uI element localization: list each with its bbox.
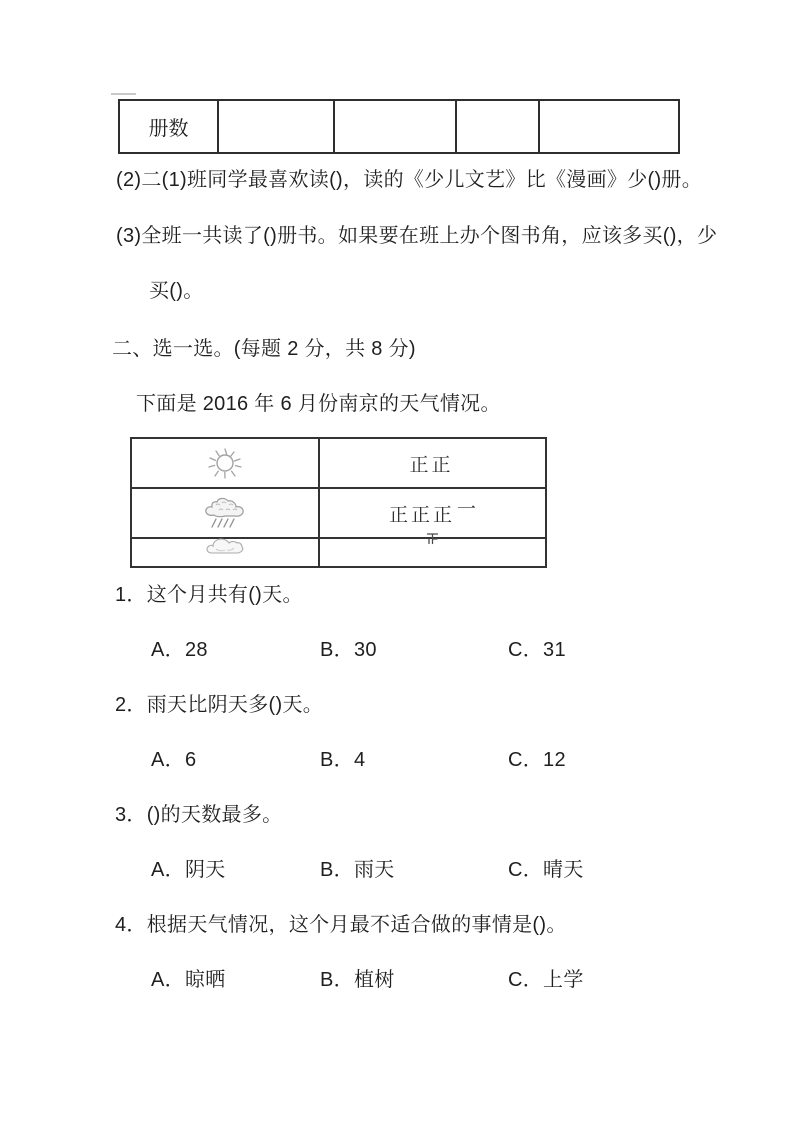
option-b: B．30 [320,639,377,661]
books-table-empty-cell [333,101,455,152]
question-1-options [0,633,793,659]
books-table-empty-cell [217,101,333,152]
books-table-header-cell: 册数 [148,118,189,140]
fill-question-3-line2: 买()。 [149,280,204,302]
section-two-heading: 二、选一选。(每题 2 分，共 8 分) [112,338,416,360]
weather-row-sunny [132,439,545,487]
question-1-stem: 1．这个月共有()天。 [115,584,303,606]
tally-marks: 正正正 [388,503,455,526]
weather-icon-cell [132,489,320,537]
rainy-icon [202,492,248,530]
question-3-options [0,853,793,879]
question-4-options [0,963,793,989]
books-table-empty-cell [455,101,538,152]
fill-question-2: (2)二(1)班同学最喜欢读()，读的《少儿文艺》比《漫画》少()册。 [116,169,703,191]
option-b: B．雨天 [320,859,395,881]
question-4-stem: 4．根据天气情况，这个月最不适合做的事情是()。 [115,914,567,936]
weather-tally-table [130,437,547,568]
option-c: C．上学 [508,969,584,991]
option-c: C．晴天 [508,859,584,881]
books-table-empty-cell [538,101,678,152]
tally-four-strokes-icon [426,532,439,545]
weather-row-cloudy [132,537,545,566]
option-a: A．28 [151,639,208,661]
tally-extra-stroke: 一 [457,497,477,520]
tally-cell-sunny [320,439,545,487]
sunny-icon [204,445,246,481]
weather-row-rainy [132,487,545,537]
option-a: A．晾晒 [151,969,226,991]
weather-icon-cell [132,439,320,487]
question-2-stem: 2．雨天比阴天多()天。 [115,694,324,716]
option-a: A．阴天 [151,859,226,881]
tally-marks: 正正 [409,453,454,476]
weather-intro-text: 下面是 2016 年 6 月份南京的天气情况。 [136,393,501,415]
fill-question-3-line1: (3)全班一共读了()册书。如果要在班上办个图书角，应该多买()，少 [116,225,718,247]
page-crop-line-fragment [111,93,136,95]
cloudy-icon [204,535,246,557]
question-2-options [0,743,793,769]
question-3-stem: 3．()的天数最多。 [115,804,283,826]
weather-icon-cell [132,539,320,566]
tally-cell-rainy [320,489,545,537]
option-b: B．4 [320,749,366,771]
books-count-table [118,99,680,154]
option-b: B．植树 [320,969,395,991]
tally-cell-cloudy [320,539,545,566]
option-c: C．31 [508,639,566,661]
option-c: C．12 [508,749,566,771]
option-a: A．6 [151,749,197,771]
